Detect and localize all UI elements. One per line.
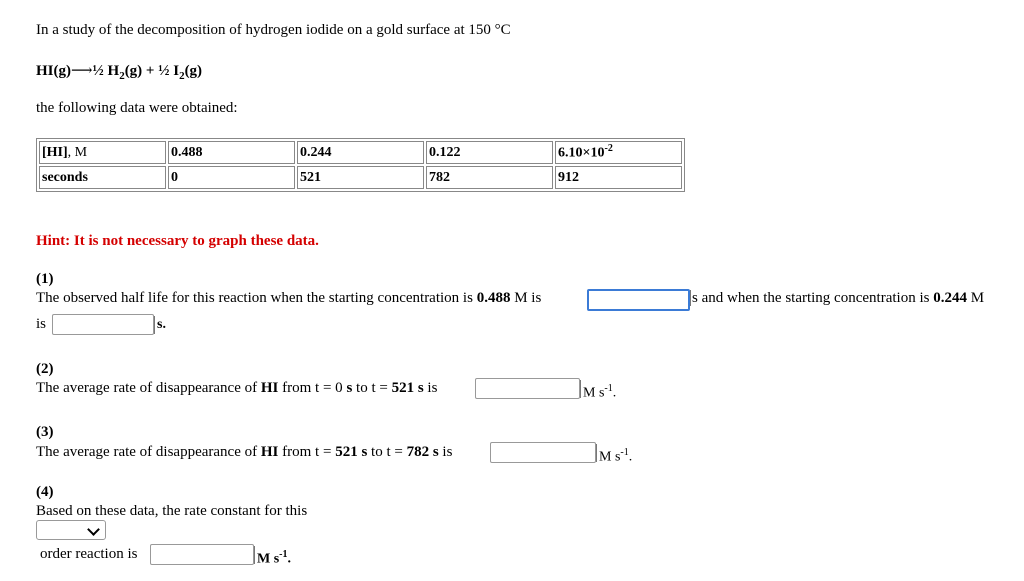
table-cell: 0.488: [168, 141, 295, 164]
question-2-text: The average rate of disappearance of HI from t = 0 s to t = 521 s is: [36, 380, 438, 396]
subscript: 2: [179, 70, 185, 82]
question-1-text-cont: s and when the starting concentration is 0.244 M: [692, 290, 985, 306]
unit-label: M $s^{-1}$.: [580, 380, 616, 398]
question-2-number: (2): [36, 361, 54, 377]
unit-label: s: [692, 290, 698, 306]
table-row: [39, 166, 682, 189]
question-1-text: The observed half life for this reaction when the starting concentration is 0.488 M is: [36, 290, 542, 306]
rate-input-q2[interactable]: [475, 378, 580, 399]
unit-label: M $s^{-1}$.: [254, 546, 291, 564]
question-4-text-cont: order reaction is: [40, 546, 138, 562]
rate-constant-input[interactable]: [150, 544, 254, 565]
half-life-input-1[interactable]: [587, 289, 690, 311]
question-4-number: (4): [36, 484, 54, 500]
table-cell: 0: [168, 166, 295, 189]
question-1-number: (1): [36, 271, 54, 287]
question-3-text: The average rate of disappearance of HI from t = 521 s to t = 782 s is: [36, 444, 453, 460]
reaction-equation: [36, 61, 202, 82]
table-cell: 782: [426, 166, 553, 189]
table-row: [39, 141, 682, 164]
data-intro: the following data were obtained:: [36, 100, 238, 116]
reaction-arrow: ⟶: [71, 63, 93, 79]
half-life-input-2[interactable]: [52, 314, 154, 335]
table-header-concentration: [HI], M: [39, 141, 166, 164]
table-header-seconds: seconds: [39, 166, 166, 189]
hint-text: Hint: It is not necessary to graph these data.: [36, 233, 319, 249]
table-cell: 521: [297, 166, 424, 189]
question-1-is: is: [36, 316, 47, 332]
reactant: HI(g): [36, 63, 71, 79]
problem-intro: In a study of the decomposition of hydrogen iodide on a gold surface at 150 °C: [36, 22, 511, 38]
data-table: [36, 138, 685, 192]
state-label: (g): [184, 63, 203, 79]
table-cell: $6.10\times 10^{-2}$: [555, 141, 682, 164]
product-i2: (g) + ½ I: [124, 63, 180, 79]
question-3-number: (3): [36, 424, 54, 440]
product-h2: ½ H: [92, 63, 120, 79]
table-cell: 912: [555, 166, 682, 189]
question-4-text: Based on these data, the rate constant for this: [36, 503, 308, 519]
subscript: 2: [119, 70, 125, 82]
table-cell: 0.244: [297, 141, 424, 164]
unit-label: M $s^{-1}$.: [596, 444, 632, 462]
unit-label: s.: [154, 316, 166, 334]
table-cell: 0.122: [426, 141, 553, 164]
rate-input-q3[interactable]: [490, 442, 596, 463]
